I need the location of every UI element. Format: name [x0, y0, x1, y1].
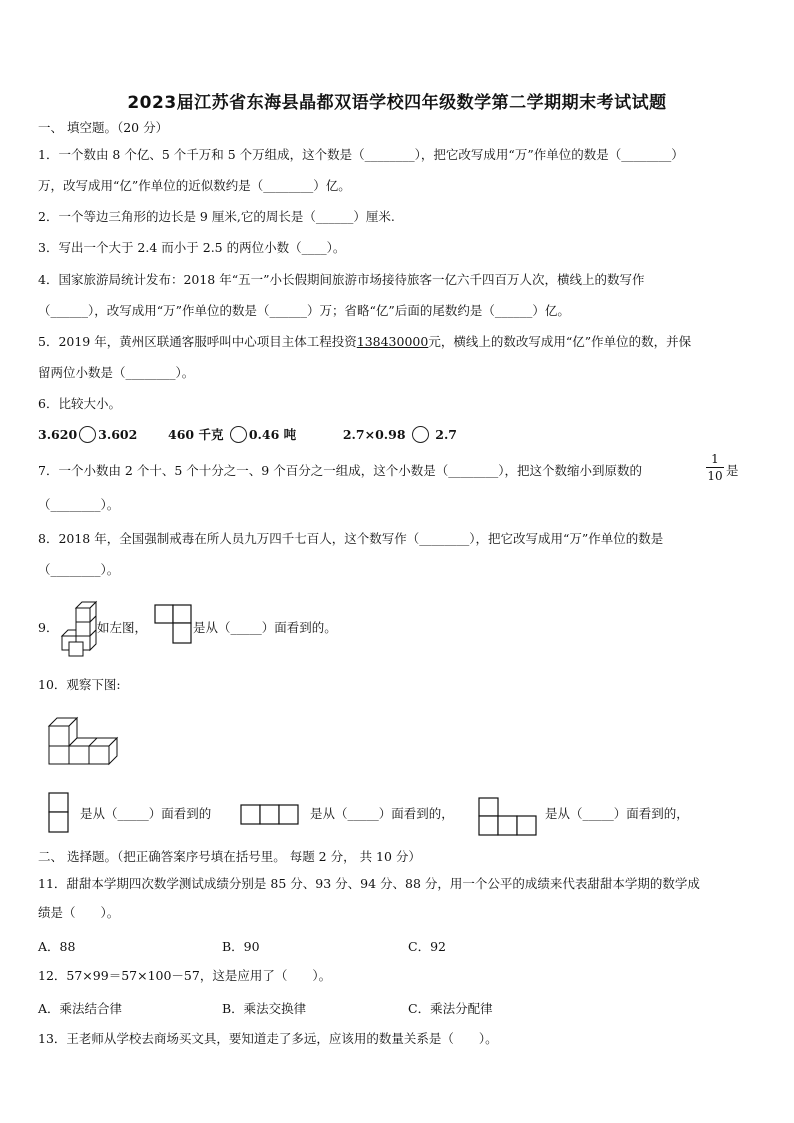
view-l-shape-squares	[478, 797, 538, 837]
compare-b-left: 460 千克	[168, 427, 224, 442]
question-7-tail: 是	[726, 463, 739, 478]
question-11-option-c: C．92	[408, 939, 446, 954]
section-2-heading: 二、 选择题。（把正确答案序号填在括号里。 每题 2 分， 共 10 分）	[38, 849, 421, 864]
question-5-number: 138430000	[356, 334, 429, 349]
question-6: 6．比较大小。	[38, 396, 121, 411]
fraction-one-tenth	[706, 452, 724, 483]
question-4-line-1: 4．国家旅游局统计发布：2018 年“五一”小长假期间旅游市场接待旅客一亿六千四百万人次，横线上的数写作	[38, 272, 645, 287]
question-8-line-2: （________）。	[38, 562, 120, 577]
question-12-option-a: A．乘法结合律	[38, 1001, 123, 1016]
question-11-line-1: 11．甜甜本学期四次数学测试成绩分别是 85 分、93 分、94 分、88 分，用一个公平的成绩来代表甜甜本学期的数学成	[38, 876, 700, 891]
question-10-part-1: 是从（_____）面看到的	[80, 806, 212, 821]
question-4-line-2: （______），改写成用“万”作单位的数是（______）万；省略“亿”后面的尾数约是（______）亿。	[38, 303, 570, 318]
question-9-number: 9．	[38, 620, 59, 635]
compare-b-right: 0.46 吨	[248, 427, 297, 442]
question-3: 3．写出一个大于 2.4 而小于 2.5 的两位小数（____）。	[38, 240, 346, 255]
question-10-part-3: 是从（_____）面看到的，	[545, 806, 689, 821]
compare-c-right: 2.7	[435, 427, 457, 442]
cube-stack-figure	[56, 594, 100, 660]
view-three-squares-row	[240, 804, 300, 826]
question-2: 2．一个等边三角形的边长是 9 厘米,它的周长是（______）厘米.	[38, 209, 395, 224]
compare-a-left: 3.620	[38, 427, 78, 442]
fraction-denominator: 10	[707, 469, 723, 483]
fraction-numerator: 1	[711, 452, 719, 466]
compare-c-left: 2.7×0.98	[342, 427, 406, 442]
question-12-option-c: C．乘法分配律	[408, 1001, 493, 1016]
question-5-line-1	[38, 334, 691, 350]
question-5-line-2: 留两位小数是（________）。	[38, 365, 195, 380]
view-vertical-two-squares	[48, 792, 70, 834]
compare-circle-c[interactable]	[412, 426, 429, 443]
question-5-text-end: 元，横线上的数改写成用“亿”作单位的数，并保	[428, 334, 692, 349]
l-shaped-cubes-figure	[46, 712, 124, 768]
question-12: 12．57×99＝57×100－57，这是应用了（ ）。	[38, 968, 332, 983]
question-9-text-b: 是从（_____）面看到的。	[193, 620, 337, 635]
compare-circle-a[interactable]	[79, 426, 96, 443]
section-1-heading: 一、 填空题。（20 分）	[38, 120, 169, 135]
question-1-line-1: 1．一个数由 8 个亿、5 个千万和 5 个万组成，这个数是（________），把它改写成用“万”作单位的数是（________）	[38, 147, 684, 162]
question-1-line-2: 万，改写成用“亿”作单位的近似数约是（________）亿。	[38, 178, 351, 193]
question-11-option-a: A．88	[38, 939, 76, 954]
question-11-line-2: 绩是（ ）。	[38, 905, 120, 920]
view-shape-figure	[154, 604, 194, 646]
question-13: 13．王老师从学校去商场买文具，要知道走了多远，应该用的数量关系是（ ）。	[38, 1031, 498, 1046]
question-6-items	[38, 427, 457, 444]
compare-a-right: 3.602	[98, 427, 138, 442]
question-10-part-2: 是从（_____）面看到的，	[310, 806, 454, 821]
question-11-option-b: B．90	[222, 939, 260, 954]
question-8-line-1: 8．2018 年，全国强制戒毒在所人员九万四千七百人，这个数写作（________），把它改写成用“万”作单位的数是	[38, 531, 664, 546]
question-7-line-1: 7．一个小数由 2 个十、5 个十分之一、9 个百分之一组成，这个小数是（________），把这个数缩小到原数的	[38, 463, 642, 478]
compare-circle-b[interactable]	[230, 426, 247, 443]
question-7-line-2: （________）。	[38, 497, 120, 512]
question-10: 10．观察下图:	[38, 677, 121, 692]
page-title: 2023届江苏省东海县晶都双语学校四年级数学第二学期期末考试试题	[127, 93, 667, 113]
question-5-text: 5．2019 年，黄州区联通客服呼叫中心项目主体工程投资	[38, 334, 357, 349]
question-9-text-a: 如左图，	[97, 620, 148, 635]
question-12-option-b: B．乘法交换律	[222, 1001, 307, 1016]
